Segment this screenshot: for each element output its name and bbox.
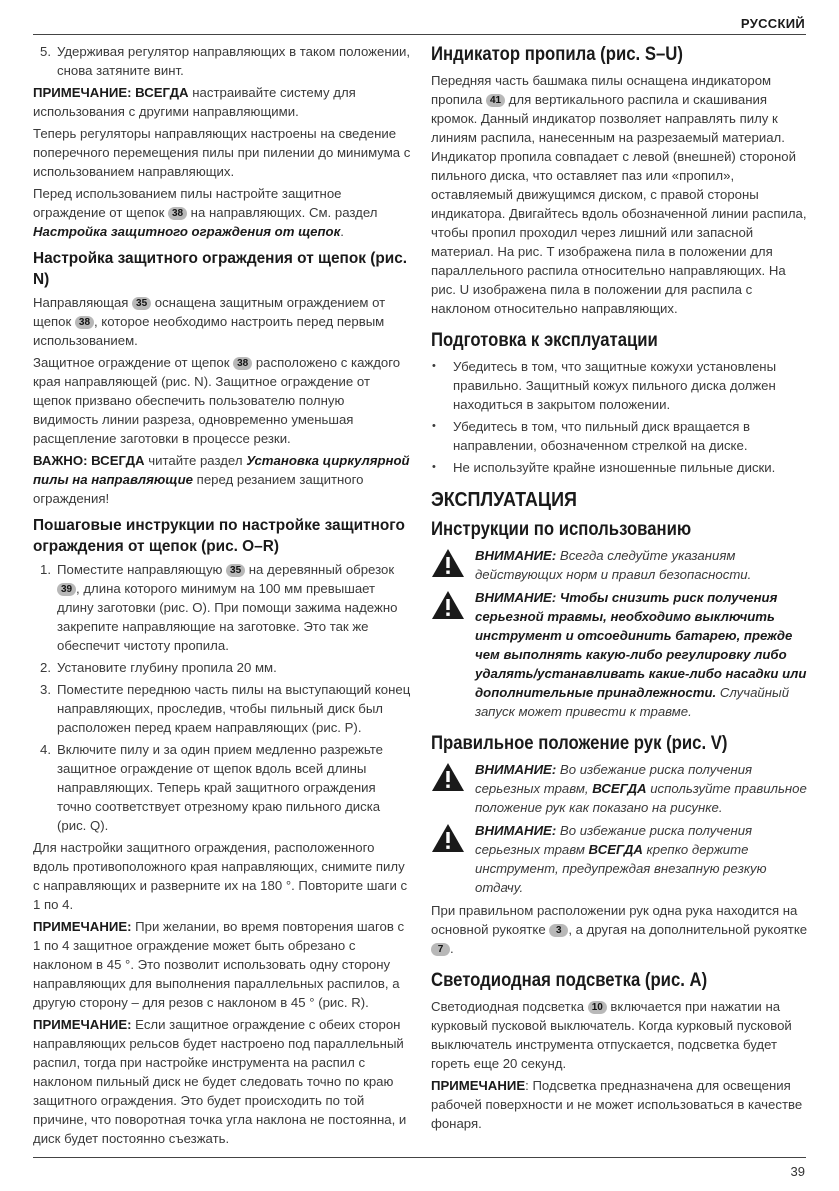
warning-block: [431, 760, 809, 817]
callout-badge: 39: [57, 583, 76, 596]
text: читайте раздел: [144, 453, 247, 468]
text: Во избежание риска получения серьезных травм: [475, 823, 753, 857]
text: Передняя часть башмака пилы оснащена индикатором пропила: [431, 73, 772, 107]
callout-badge: 3: [549, 924, 568, 937]
warning-icon: [431, 548, 465, 578]
section-heading-steps: Пошаговые инструкции по настройке защитного ограждения от щепок (рис. O–R): [33, 517, 405, 555]
text: крепко держите инструмент, предупреждая внезапную резкую отдачу.: [475, 842, 767, 895]
step-number: 3.: [40, 682, 51, 697]
section-reference: Установка циркулярной пилы на направляющие: [33, 453, 410, 487]
preparation-list: [431, 357, 809, 477]
section-heading-indicator: Индикатор пропила (рис. S–U): [431, 44, 683, 65]
section-heading-splinter-guard: Настройка защитного ограждения от щепок (рис. N): [33, 250, 408, 288]
step-4: [33, 740, 411, 835]
warning-block: [431, 821, 809, 897]
paragraph-guard: [33, 353, 411, 448]
step-text: Удерживая регулятор направляющих в таком положении, снова затяните винт.: [57, 44, 410, 78]
text: на деревянный обрезок: [245, 562, 395, 577]
section-heading-led: Светодиодная подсветка (рис. A): [431, 970, 708, 991]
text: используйте правильное положение рук как показано на рисунке.: [475, 781, 807, 815]
text: перед резанием защитного ограждения!: [33, 472, 364, 506]
text: Направляющая: [33, 295, 133, 310]
text: Перед использованием пилы настройте защитное ограждение от щепок: [33, 186, 342, 220]
right-column: [431, 42, 809, 1136]
note-text: Если защитное ограждение с обеих сторон направляющих рельсов будет настроено под параллельный распил, тогда при настройке инструмента на распил с наклоном пильный диск не будет следовать точно по краю защитного ограждения. Это будет происходить по той причине, что поворотная точка угла наклона не постоянна, и диск будет постоянно съезжать.: [33, 1017, 407, 1146]
warning-icon: [431, 823, 465, 853]
step-text: Включите пилу и за один прием медленно разрежьте защитное ограждение от щепок вдоль всей длины направляющих. Теперь край защитного ограждения точно соответствует отрезному краю пильного диска (рис. Q).: [57, 742, 384, 833]
step-number: 2.: [40, 660, 51, 675]
note-paragraph: [33, 917, 411, 1012]
paragraph-regulators: Теперь регуляторы направляющих настроены на сведение поперечного перемещения пилы при пилении до минимума с использованием направляющих.: [33, 126, 411, 179]
callout-badge: 38: [168, 207, 187, 220]
note-paragraph: [33, 1015, 411, 1148]
language-label: РУССКИЙ: [740, 16, 805, 31]
text: , которое необходимо настроить перед первым использованием.: [33, 314, 385, 348]
note-label: ПРИМЕЧАНИЕ: [431, 1078, 526, 1093]
section-heading-instructions: Инструкции по использованию: [431, 519, 692, 540]
text: Светодиодная подсветка: [431, 999, 588, 1014]
section-reference: Настройка защитного ограждения от щепок: [33, 224, 341, 239]
paragraph-guide: [33, 293, 411, 350]
step-3: [33, 680, 411, 737]
text: Поместите направляющую: [57, 562, 227, 577]
left-column: [33, 42, 411, 1151]
note-text: : Подсветка предназначена для освещения рабочей поверхности и не может использоваться в качестве фонаря.: [431, 1078, 803, 1131]
paragraph-before-use: [33, 184, 411, 241]
callout-badge: 41: [486, 94, 505, 107]
page-number: 39: [790, 1164, 805, 1179]
step-1: [33, 560, 411, 655]
important-label: ВАЖНО: ВСЕГДА: [33, 453, 145, 468]
callout-badge: 7: [431, 943, 450, 956]
text: .: [450, 941, 454, 956]
note-label: ПРИМЕЧАНИЕ:: [33, 1017, 132, 1032]
note-label: ПРИМЕЧАНИЕ: ВСЕГДА: [33, 85, 189, 100]
section-heading-preparation: Подготовка к эксплуатации: [431, 330, 658, 351]
warning-label: ВНИМАНИЕ:: [475, 823, 557, 838]
step-text: Установите глубину пропила 20 мм.: [57, 660, 277, 675]
warning-text: Всегда следуйте указаниям действующих норм и правил безопасности.: [475, 548, 752, 582]
step-5: [33, 42, 411, 80]
paragraph-indicator: [431, 71, 809, 318]
step-list-continued: [33, 42, 411, 80]
note-text: При желании, во время повторения шагов с 1 по 4 защитное ограждение может быть обрезано с наклоном в 45 °. Это позволит использовать одну сторону направляющих для выполнения параллельных распилов, а другую сторону – для резов с наклоном в 45 ° (рис. R).: [33, 919, 405, 1010]
paragraph-hands: [431, 901, 809, 958]
callout-badge: 35: [226, 564, 245, 577]
callout-badge: 35: [132, 297, 151, 310]
text: При правильном расположении рук одна рука находится на основной рукоятке: [431, 903, 798, 937]
note-text: настраивайте систему для использования с другими направляющими.: [33, 85, 356, 119]
emphasis: ВСЕГДА: [588, 842, 643, 857]
text: расположено с каждого края направляющей (рис. N). Защитное ограждение от щепок призвано обеспечить пользователю полную видимость линии разреза, одновременно уменьшая расщепление заготовки в процессе резки.: [33, 355, 401, 446]
emphasis: ВСЕГДА: [592, 781, 647, 796]
header-divider: [33, 34, 806, 35]
callout-badge: 38: [75, 316, 94, 329]
paragraph-led: [431, 997, 809, 1073]
warning-icon: [431, 762, 465, 792]
text: , а другая на дополнительной рукоятке: [568, 922, 808, 937]
warning-block: [431, 588, 809, 721]
note-paragraph: [33, 83, 411, 121]
text: Защитное ограждение от щепок: [33, 355, 234, 370]
callout-badge: 10: [588, 1001, 607, 1014]
step-number: 1.: [40, 562, 51, 577]
footer-divider: [33, 1157, 806, 1158]
step-list: [33, 560, 411, 835]
note-label: ПРИМЕЧАНИЕ:: [33, 919, 132, 934]
text: Во избежание риска получения серьезных травм,: [475, 762, 753, 796]
paragraph-opposite-edge: Для настройки защитного ограждения, расположенного вдоль противоположного края направляющих, снимите пилу с направляющих и разверните их на 180 °. Повторите шаги с 1 по 4.: [33, 840, 408, 912]
warning-label: ВНИМАНИЕ:: [475, 548, 557, 563]
warning-label: ВНИМАНИЕ: Чтобы снизить риск получения серьезной травмы, необходимо выключить инструмент и отсоединить батарею, прежде чем выполнять какую-либо регулировку либо удалять/устанавливать какие-либо насадки или дополнительные принадлежности.: [475, 590, 807, 700]
note-paragraph: [431, 1076, 809, 1133]
list-item: • Убедитесь в том, что защитные кожухи установлены правильно. Защитный кожух пильного диска должен находиться в закрытом положении.: [431, 357, 809, 414]
list-item: • Убедитесь в том, что пильный диск вращается в направлении, обозначенном стрелкой на диске.: [431, 417, 809, 455]
text: , длина которого минимум на 100 мм превышает длину заготовки (рис. O). При помощи зажима надежно закрепите направляющие на заготовке. Это так же обеспечит чистоту пропила.: [57, 581, 398, 653]
warning-icon: [431, 590, 465, 620]
step-2: [33, 658, 411, 677]
step-number: 4.: [40, 742, 51, 757]
step-text: Поместите переднюю часть пилы на выступающий конец направляющих, проследив, чтобы пильный диск был расположен перед краем направляющих (рис. P).: [57, 682, 411, 735]
callout-badge: 38: [233, 357, 252, 370]
text: включается при нажатии на курковый пусковой выключатель. Когда курковый пусковой выключатель инструмента отпускается, подсветка будет гореть еще 20 секунд.: [431, 999, 792, 1071]
text: для вертикального распила и скашивания кромок. Данный индикатор позволяет направлять пилу к линиям распила, нанесенным на разрезаемый материал. Индикатор пропила совпадает с левой (внешней) стороной пильного диска, что оставляет паз или «пропил», оставляемый движущимся диском, с правой стороны индикатора. Двигайтесь вдоль обозначенной линии распила, чтобы пропил проходил через лишний или запасной материал. На рис. T изображена пила в положении для параллельного распила относительно направляющих. На рис. U изображена пила в положении для распила с наклоном относительно направляющих.: [431, 92, 807, 316]
chapter-heading-operation: ЭКСПЛУАТАЦИЯ: [431, 489, 577, 511]
warning-text: Случайный запуск может привести к травме.: [475, 685, 790, 719]
text: оснащена защитным ограждением от щепок: [33, 295, 386, 329]
important-paragraph: [33, 451, 411, 508]
list-item: • Не используйте крайне изношенные пильные диски.: [431, 458, 809, 477]
text: на направляющих. См. раздел: [187, 205, 378, 220]
section-heading-hands: Правильное положение рук (рис. V): [431, 733, 728, 754]
step-number: 5.: [40, 44, 51, 59]
text: .: [340, 224, 344, 239]
warning-label: ВНИМАНИЕ:: [475, 762, 557, 777]
warning-block: [431, 546, 809, 584]
